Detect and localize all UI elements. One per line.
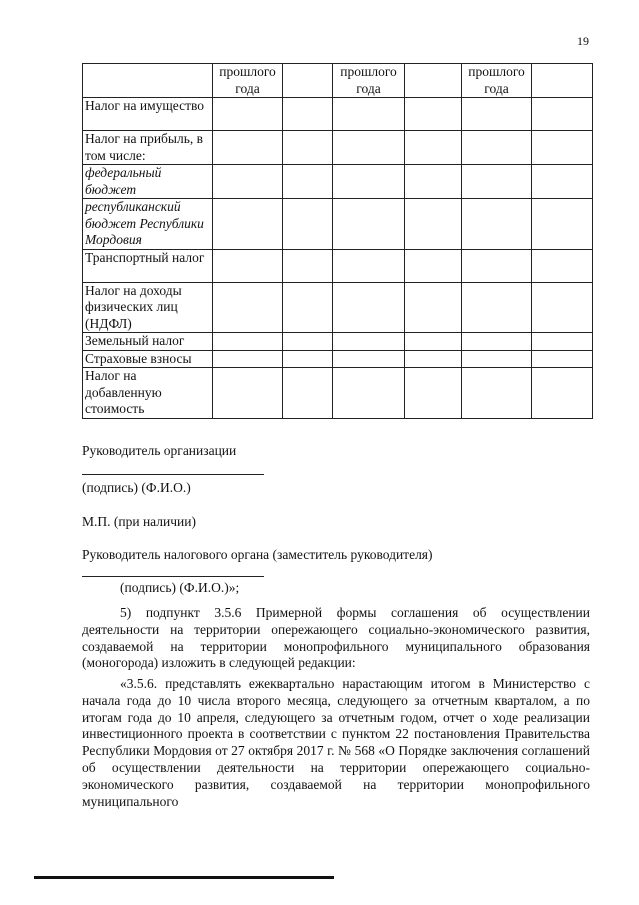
table-cell [333, 165, 405, 199]
table-cell [532, 368, 593, 419]
table-cell [213, 98, 283, 131]
table-cell [532, 199, 593, 250]
table-cell [283, 98, 333, 131]
table-cell [283, 333, 333, 351]
table-cell [333, 199, 405, 250]
table-header-row [83, 64, 593, 98]
table-cell [333, 98, 405, 131]
table-cell [213, 350, 283, 368]
signature-caption-2: (подпись) (Ф.И.О.)»; [120, 580, 240, 595]
table-cell [405, 333, 462, 351]
table-cell [532, 131, 593, 165]
table-cell [283, 368, 333, 419]
signature-line [82, 576, 264, 577]
table-cell [333, 350, 405, 368]
table-cell [405, 282, 462, 333]
table-cell [283, 249, 333, 282]
table-cell [532, 350, 593, 368]
table-row [83, 333, 593, 351]
table-cell [283, 165, 333, 199]
table-cell [333, 249, 405, 282]
page-number: 19 [577, 34, 589, 48]
table-header-cell [83, 64, 213, 98]
table-cell [462, 368, 532, 419]
table-cell [532, 282, 593, 333]
table-header-cell [532, 64, 593, 98]
tax-row-label: Налог на имущество [83, 98, 213, 131]
table-cell [405, 350, 462, 368]
signature-caption-1: (подпись) (Ф.И.О.) [82, 480, 191, 495]
table-row [83, 282, 593, 333]
table-row [83, 368, 593, 419]
table-cell [462, 98, 532, 131]
table-cell [333, 131, 405, 165]
table-cell [333, 333, 405, 351]
signature-line [82, 474, 264, 475]
table-cell [462, 165, 532, 199]
paragraph-2: «3.5.6. представлять ежеквартально нарастающим итогом в Министерство с начала года до 10 числа второго месяца, следующего за отчетным кварталом, а по итогам года до 10 апреля, следующего за отчетным годом, отчет о ходе реализации инвестиционного проекта в соответствии с пунктом 22 постановления Правительства Республики Мордовия от 27 октября 2017 г. № 568 «О Порядке заключения соглашений об осуществлении деятельности на территории опережающего социально-экономического развития, создаваемой на территории монопрофильного муниципального [82, 676, 590, 809]
table-cell [532, 98, 593, 131]
table-cell [462, 199, 532, 250]
table-header-cell [405, 64, 462, 98]
table-cell [213, 199, 283, 250]
table-cell [532, 333, 593, 351]
table-cell [462, 282, 532, 333]
table-header-cell: прошлого года [213, 64, 283, 98]
table-cell [213, 165, 283, 199]
table-row [83, 98, 593, 131]
table-header-cell: прошлого года [462, 64, 532, 98]
table-cell [405, 249, 462, 282]
tax-row-label: Земельный налог [83, 333, 213, 351]
tax-table [82, 63, 593, 419]
tax-head-label: Руководитель налогового органа (заместитель руководителя) [82, 547, 433, 562]
table-cell [283, 282, 333, 333]
table-cell [283, 199, 333, 250]
table-cell [213, 249, 283, 282]
table-cell [213, 333, 283, 351]
tax-row-label: федеральный бюджет [83, 165, 213, 199]
table-cell [333, 368, 405, 419]
table-cell [405, 368, 462, 419]
tax-row-label: Налог на доходы физических лиц (НДФЛ) [83, 282, 213, 333]
org-head-label: Руководитель организации [82, 443, 237, 458]
table-row [83, 199, 593, 250]
tax-row-label: Транспортный налог [83, 249, 213, 282]
table-cell [405, 199, 462, 250]
table-cell [405, 98, 462, 131]
tax-row-label: республиканский бюджет Республики Мордовия [83, 199, 213, 250]
tax-row-label: Налог на прибыль, в том числе: [83, 131, 213, 165]
table-header-cell [283, 64, 333, 98]
table-cell [405, 165, 462, 199]
table-row [83, 165, 593, 199]
table-cell [462, 333, 532, 351]
table-cell [405, 131, 462, 165]
table-row [83, 131, 593, 165]
table-cell [213, 131, 283, 165]
stamp-label: М.П. (при наличии) [82, 514, 196, 529]
tax-row-label: Налог на добавленную стоимость [83, 368, 213, 419]
table-cell [462, 131, 532, 165]
table-row [83, 350, 593, 368]
table-cell [213, 368, 283, 419]
tax-row-label: Страховые взносы [83, 350, 213, 368]
table-cell [283, 350, 333, 368]
table-cell [462, 350, 532, 368]
table-cell [283, 131, 333, 165]
scan-edge-bar [34, 876, 334, 879]
table-cell [213, 282, 283, 333]
table-cell [532, 165, 593, 199]
paragraph-1: 5) подпункт 3.5.6 Примерной формы соглашения об осуществлении деятельности на территории опережающего социально-экономического развития, создаваемой на территории монопрофильного муниципального образования (моногорода) изложить в следующей редакции: [82, 605, 590, 671]
table-cell [462, 249, 532, 282]
table-cell [532, 249, 593, 282]
table-cell [333, 282, 405, 333]
table-header-cell: прошлого года [333, 64, 405, 98]
table-row [83, 249, 593, 282]
